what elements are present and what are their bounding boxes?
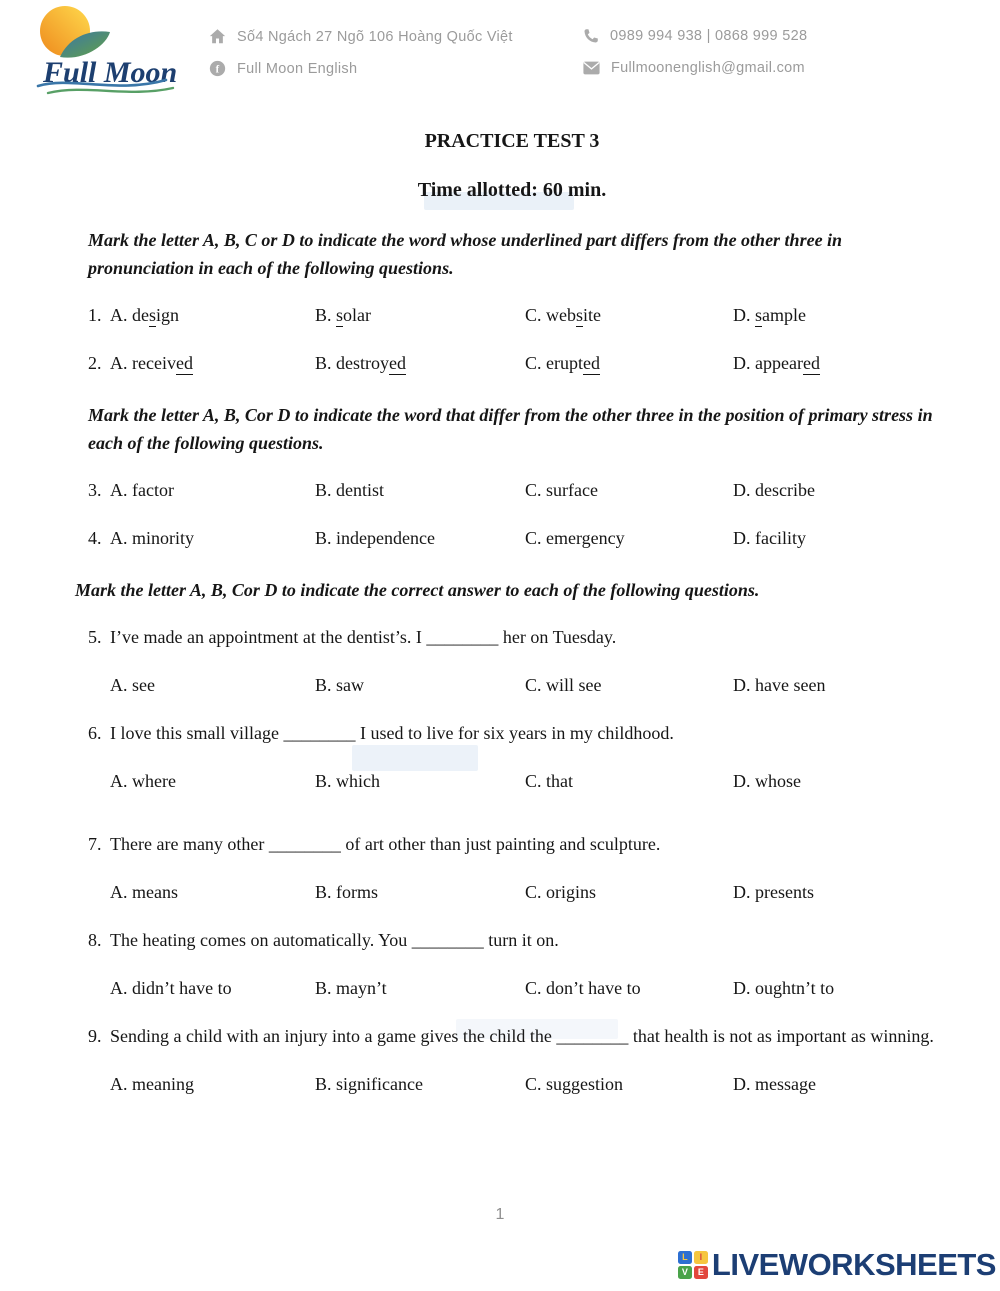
option-label: C.: [525, 675, 547, 695]
answer-option[interactable]: D. presents: [733, 882, 814, 902]
options-row: [88, 877, 936, 907]
answer-option[interactable]: A. see: [110, 675, 155, 695]
underlined-part: ed: [175, 353, 193, 373]
liveworksheets-logo[interactable]: [678, 1247, 996, 1283]
answer-option[interactable]: A. received: [110, 353, 193, 373]
page-header: [0, 0, 1000, 100]
answer-option[interactable]: A. minority: [110, 528, 194, 548]
sections: [75, 226, 936, 1099]
options-row: [88, 1069, 936, 1099]
answer-option[interactable]: C. emergency: [525, 528, 625, 548]
liveworksheets-wordmark: LIVEWORKSHEETS: [711, 1247, 996, 1282]
section-instruction: Mark the letter A, B, C or D to indicate the word whose underlined part differs from the other three in pronunciation in each of the following questions.: [88, 230, 843, 278]
option-label: D.: [733, 305, 755, 325]
option-label: A.: [110, 675, 132, 695]
option-label: A.: [110, 528, 132, 548]
underlined-part: ed: [583, 353, 600, 373]
option-label: D.: [733, 1074, 755, 1094]
page-number: 1: [495, 1206, 505, 1223]
options-row: [88, 766, 936, 796]
answer-option[interactable]: B. significance: [315, 1074, 423, 1094]
phone-text: 0989 994 938 | 0868 999 528: [610, 28, 808, 44]
facebook-text: Full Moon English: [237, 60, 358, 77]
answer-option[interactable]: D. oughtn’t to: [733, 978, 835, 998]
underlined-part: s: [336, 305, 344, 325]
underlined-part: s: [149, 305, 157, 325]
liveworksheets-tile-v: V: [678, 1266, 692, 1279]
question-number: 8.: [88, 930, 102, 950]
facebook-icon: [209, 60, 226, 77]
answer-option[interactable]: B. solar: [315, 305, 372, 325]
option-label: A.: [110, 1074, 132, 1094]
question-inline-row: [88, 300, 936, 330]
answer-option[interactable]: A. design: [110, 305, 180, 325]
option-label: D.: [733, 978, 755, 998]
options-row: [88, 670, 936, 700]
answer-option[interactable]: C. website: [525, 305, 602, 325]
logo-script-text: Full Moon: [43, 56, 176, 89]
email-text: Fullmoonenglish@gmail.com: [611, 60, 805, 76]
option-label: C.: [525, 528, 547, 548]
answer-option[interactable]: A. didn’t have to: [110, 978, 232, 998]
question-stem-row: [88, 718, 936, 748]
question-text: The heating comes on automatically. You ________ turn it on.: [110, 930, 559, 950]
option-label: B.: [315, 305, 337, 325]
question-text: I love this small village ________ I used to live for six years in my childhood.: [110, 723, 674, 743]
option-label: C.: [525, 882, 547, 902]
answer-option[interactable]: D. have seen: [733, 675, 826, 695]
option-label: C.: [525, 1074, 547, 1094]
option-label: B.: [315, 528, 337, 548]
question-text: Sending a child with an injury into a game gives the child the ________ that health is not as important as winning.: [110, 1026, 934, 1046]
answer-option[interactable]: A. meaning: [110, 1074, 194, 1094]
answer-option[interactable]: A. where: [110, 771, 176, 791]
option-label: D.: [733, 480, 755, 500]
answer-option[interactable]: D. appeared: [733, 353, 820, 373]
contact-facebook: [209, 60, 357, 77]
answer-option[interactable]: D. facility: [733, 528, 806, 548]
question-stem-row: [88, 1021, 936, 1051]
option-label: D.: [733, 771, 755, 791]
question-text: I’ve made an appointment at the dentist’s. I ________ her on Tuesday.: [110, 627, 617, 647]
page-title: PRACTICE TEST 3: [424, 130, 600, 152]
option-label: B.: [315, 675, 337, 695]
question-number: 1.: [88, 305, 102, 325]
option-label: B.: [315, 480, 337, 500]
answer-option[interactable]: D. message: [733, 1074, 816, 1094]
option-label: D.: [733, 675, 755, 695]
option-label: A.: [110, 353, 132, 373]
liveworksheets-tile-e: E: [694, 1266, 708, 1279]
option-label: A.: [110, 771, 132, 791]
question-number: 4.: [88, 528, 102, 548]
option-label: C.: [525, 305, 547, 325]
underlined-part: s: [755, 305, 763, 325]
option-label: D.: [733, 353, 755, 373]
answer-option[interactable]: C. origins: [525, 882, 597, 902]
question-number: 3.: [88, 480, 102, 500]
question-number: 7.: [88, 834, 102, 854]
question-stem-row: [88, 829, 936, 859]
time-allotted: Time allotted: 60 min.: [417, 179, 607, 201]
fullmoon-logo: [16, 2, 176, 103]
answer-option[interactable]: B. dentist: [315, 480, 385, 500]
question-text: There are many other ________ of art other than just painting and sculpture.: [110, 834, 661, 854]
answer-option[interactable]: D. describe: [733, 480, 815, 500]
answer-option[interactable]: B. forms: [315, 882, 379, 902]
option-label: C.: [525, 771, 547, 791]
contact-phone: [583, 28, 807, 44]
option-label: C.: [525, 353, 547, 373]
question-inline-row: [88, 475, 936, 505]
option-label: C.: [525, 978, 547, 998]
option-label: A.: [110, 882, 132, 902]
option-label: B.: [315, 353, 337, 373]
option-label: B.: [315, 978, 337, 998]
question-stem-row: [88, 622, 936, 652]
liveworksheets-tile-i: I: [694, 1251, 708, 1264]
answer-option[interactable]: D. whose: [733, 771, 801, 791]
answer-option[interactable]: C. suggestion: [525, 1074, 624, 1094]
underlined-part: s: [576, 305, 584, 325]
answer-option[interactable]: B. which: [315, 771, 381, 791]
option-label: B.: [315, 882, 337, 902]
answer-option[interactable]: C. surface: [525, 480, 598, 500]
question-inline-row: [88, 348, 936, 378]
contact-address: [209, 28, 513, 45]
options-row: [88, 973, 936, 1003]
answer-option[interactable]: C. that: [525, 771, 574, 791]
option-label: B.: [315, 1074, 337, 1094]
worksheet-body: [0, 100, 1000, 1099]
answer-option[interactable]: C. erupted: [525, 353, 600, 373]
address-text: Số4 Ngách 27 Ngõ 106 Hoàng Quốc Việt: [237, 28, 513, 45]
section-instruction: Mark the letter A, B, Cor D to indicate the correct answer to each of the following questions.: [75, 580, 760, 600]
home-icon: [209, 28, 226, 45]
option-label: A.: [110, 978, 132, 998]
question-number: 6.: [88, 723, 102, 743]
answer-option[interactable]: A. means: [110, 882, 178, 902]
answer-option[interactable]: B. mayn’t: [315, 978, 387, 998]
question-number: 5.: [88, 627, 102, 647]
option-label: D.: [733, 882, 755, 902]
option-label: D.: [733, 528, 755, 548]
question-stem-row: [88, 925, 936, 955]
question-inline-row: [88, 523, 936, 553]
question-number: 9.: [88, 1026, 102, 1046]
option-label: A.: [110, 480, 132, 500]
liveworksheets-tile-l: L: [678, 1251, 692, 1264]
contact-email: [583, 60, 805, 76]
phone-icon: [583, 28, 599, 44]
answer-option[interactable]: D. sample: [733, 305, 806, 325]
answer-option[interactable]: B. independence: [315, 528, 435, 548]
liveworksheets-tiles-icon: [678, 1251, 708, 1279]
fullmoon-logo-graphic: [16, 2, 176, 98]
answer-option[interactable]: B. destroyed: [315, 353, 407, 373]
answer-option[interactable]: B. saw: [315, 675, 365, 695]
email-icon: [583, 61, 600, 75]
answer-option[interactable]: A. factor: [110, 480, 174, 500]
underlined-part: ed: [389, 353, 407, 373]
option-label: C.: [525, 480, 547, 500]
section-instruction: Mark the letter A, B, Cor D to indicate the word that differ from the other three in the position of primary stress in each of the following questions.: [88, 405, 933, 453]
answer-option[interactable]: C. don’t have to: [525, 978, 641, 998]
svg-text:f: f: [215, 64, 220, 76]
question-number: 2.: [88, 353, 102, 373]
answer-option[interactable]: C. will see: [525, 675, 602, 695]
option-label: A.: [110, 305, 132, 325]
option-label: B.: [315, 771, 337, 791]
underlined-part: ed: [802, 353, 820, 373]
